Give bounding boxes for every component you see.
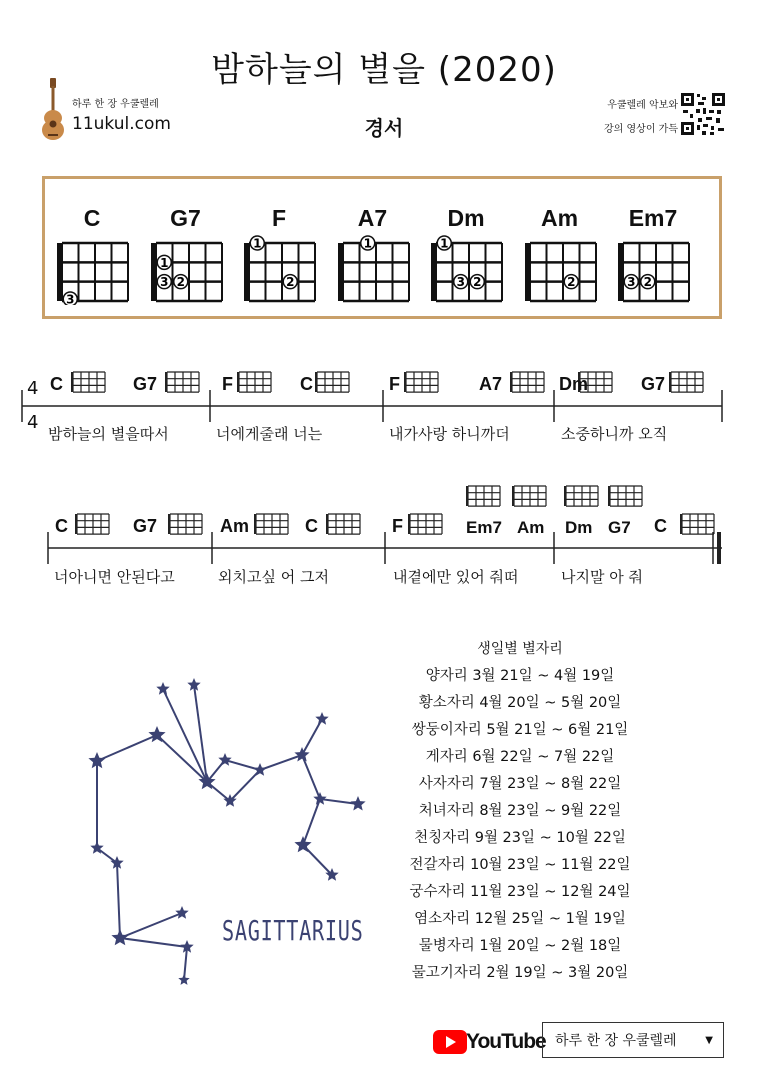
- chord-name: Em7: [628, 205, 678, 231]
- line1-lyric: 너에게줄래 너는: [216, 425, 323, 443]
- chord-name: Am: [540, 205, 579, 231]
- line1-chord: Dm: [559, 374, 589, 394]
- note-line-2: 강의 영상이 가득: [604, 124, 678, 135]
- line2-chord: C: [654, 516, 667, 536]
- line1-chord: C: [50, 374, 63, 394]
- line1-chord: A7: [479, 374, 503, 394]
- song-title: 밤하늘의 별을 (2020): [211, 50, 557, 90]
- zodiac-item: 물고기자리 2월 19일 ~ 3월 20일: [411, 965, 629, 981]
- line2-chord: Am: [220, 516, 250, 536]
- zodiac-item: 사자자리 7월 23일 ~ 8월 22일: [418, 776, 622, 792]
- brand-tagline: 하루 한 장 우쿨렐레: [72, 99, 159, 110]
- line1-chord: G7: [133, 374, 158, 394]
- chord-diagram: [337, 235, 421, 305]
- mini-chord-diagram: [71, 372, 105, 392]
- zodiac-item: 양자리 3월 21일 ~ 4월 19일: [425, 668, 615, 684]
- brand-site-link[interactable]: 11ukul.com: [72, 114, 171, 134]
- line2-chord: Am: [517, 518, 545, 537]
- finger-number: 3: [627, 275, 636, 290]
- chord-diagram: [430, 235, 514, 305]
- mini-chord-diagram: [466, 486, 500, 506]
- channel-select-value: 하루 한 장 우쿨렐레: [555, 1033, 677, 1049]
- channel-select[interactable]: [542, 1022, 724, 1058]
- line1-chord: G7: [641, 374, 666, 394]
- zodiac-item: 궁수자리 11월 23일 ~ 12월 24일: [409, 884, 631, 900]
- mini-chord-diagram: [168, 514, 202, 534]
- chord-name: Dm: [447, 205, 485, 231]
- star-icon: [175, 906, 188, 919]
- constellation-label: SAGITTARIUS: [222, 914, 364, 947]
- youtube-wordmark[interactable]: YouTube: [466, 1030, 546, 1053]
- finger-number: 2: [473, 275, 482, 290]
- artist-name: 경서: [364, 116, 404, 140]
- zodiac-item: 염소자리 12월 25일 ~ 1월 19일: [414, 911, 626, 927]
- mini-chord-diagram: [510, 372, 544, 392]
- star-icon: [350, 796, 365, 811]
- finger-number: 1: [440, 236, 449, 251]
- line2-chord: G7: [608, 518, 631, 537]
- zodiac-item: 물병자리 1월 20일 ~ 2월 18일: [418, 938, 622, 954]
- zodiac-item: 천칭자리 9월 23일 ~ 10월 22일: [414, 830, 626, 846]
- line2-chord: C: [305, 516, 318, 536]
- qr-code-icon[interactable]: [680, 92, 726, 136]
- mini-chord-diagram: [75, 514, 109, 534]
- star-icon: [294, 747, 309, 762]
- finger-number: 1: [363, 236, 372, 251]
- youtube-icon[interactable]: [433, 1030, 467, 1054]
- zodiac-item: 전갈자리 10월 23일 ~ 11월 22일: [409, 857, 631, 873]
- star-icon: [218, 753, 231, 766]
- chord-name: G7: [170, 205, 201, 231]
- line1-chord: F: [222, 374, 233, 394]
- mini-chord-diagram: [254, 514, 288, 534]
- line2-lyric: 너아니면 안된다고: [54, 568, 175, 586]
- chord-diagram: [524, 235, 608, 305]
- line2-chord: Em7: [466, 518, 502, 537]
- mini-chord-diagram: [165, 372, 199, 392]
- music-staff-area: [0, 360, 768, 600]
- finger-number: 3: [159, 275, 168, 290]
- mini-chord-diagram: [564, 486, 598, 506]
- chord-name: A7: [357, 205, 388, 231]
- line2-chord: C: [55, 516, 68, 536]
- mini-chord-diagram: [608, 486, 642, 506]
- chord-diagram: [56, 235, 140, 305]
- line1-lyric: 내가사랑 하니까더: [389, 425, 510, 443]
- line2-chord: F: [392, 516, 403, 536]
- finger-number: 3: [456, 275, 465, 290]
- finger-number: 2: [566, 275, 575, 290]
- chord-name: F: [271, 205, 287, 231]
- time-sig-top: 4: [27, 378, 39, 399]
- finger-number: 2: [286, 275, 295, 290]
- zodiac-item: 쌍둥이자리 5월 21일 ~ 6월 21일: [411, 722, 629, 738]
- mini-chord-diagram: [315, 372, 349, 392]
- mini-chord-diagram: [669, 372, 703, 392]
- line1-chord: F: [389, 374, 400, 394]
- chevron-down-icon: ▼: [705, 1034, 713, 1046]
- zodiac-item: 게자리 6월 22일 ~ 7월 22일: [425, 749, 615, 765]
- chord-diagram: [617, 235, 701, 305]
- time-sig-bottom: 4: [27, 412, 39, 433]
- finger-number: 1: [253, 236, 262, 251]
- finger-number: 1: [159, 255, 168, 270]
- line2-chord: Dm: [565, 518, 593, 537]
- line1-lyric: 소중하니까 오직: [561, 425, 668, 443]
- star-icon: [313, 792, 326, 805]
- mini-chord-diagram: [404, 372, 438, 392]
- mini-chord-diagram: [326, 514, 360, 534]
- mini-chord-diagram: [512, 486, 546, 506]
- zodiac-heading: 생일별 별자리: [477, 641, 563, 657]
- star-icon: [315, 712, 328, 725]
- finger-number: 3: [66, 292, 75, 305]
- chord-diagram: [150, 235, 234, 305]
- line2-lyric: 내곁에만 있어 줘떠: [393, 568, 519, 586]
- star-icon: [156, 682, 169, 695]
- chord-name: C: [83, 205, 101, 231]
- mini-chord-diagram: [680, 514, 714, 534]
- chord-diagram: [243, 235, 327, 305]
- line1-lyric: 밤하늘의 별을따서: [48, 425, 169, 443]
- finger-number: 2: [176, 275, 185, 290]
- zodiac-item: 황소자리 4월 20일 ~ 5월 20일: [418, 695, 622, 711]
- line2-lyric: 외치고싶 어 그저: [218, 568, 329, 586]
- finger-number: 2: [643, 275, 652, 290]
- mini-chord-diagram: [237, 372, 271, 392]
- ukulele-logo-icon: [38, 76, 68, 142]
- star-icon: [178, 974, 189, 985]
- star-icon: [111, 929, 128, 945]
- note-line-1: 우쿨렐레 악보와: [607, 100, 678, 111]
- line2-lyric: 나지말 아 줘: [561, 568, 643, 586]
- mini-chord-diagram: [408, 514, 442, 534]
- line1-chord: C: [300, 374, 313, 394]
- line2-chord: G7: [133, 516, 158, 536]
- zodiac-item: 처녀자리 8월 23일 ~ 9월 22일: [418, 803, 622, 819]
